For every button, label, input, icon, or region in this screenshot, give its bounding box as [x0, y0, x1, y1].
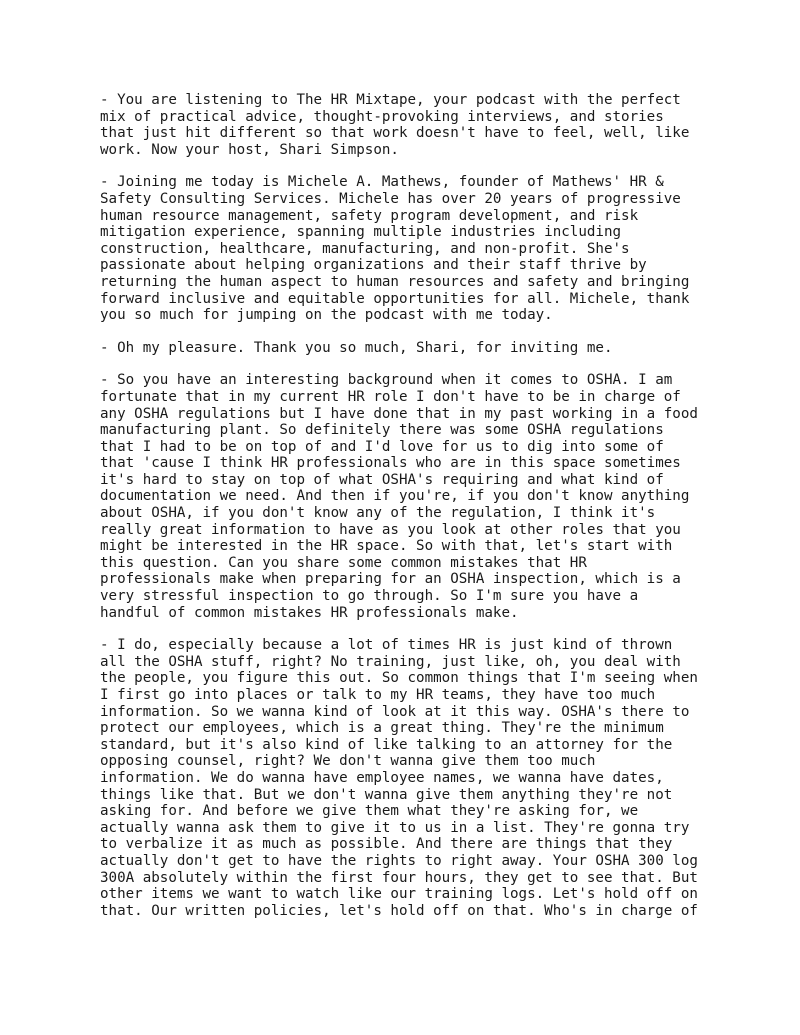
text-line: professionals make when preparing for an OSHA inspection, which is a: [100, 571, 681, 588]
text-line: handful of common mistakes HR professionals make.: [100, 604, 519, 621]
text-line: to verbalize it as much as possible. And there are things that they: [100, 836, 673, 853]
text-line: 300A absolutely within the first four hours, they get to see that. But: [100, 869, 698, 886]
text-line: mitigation experience, spanning multiple industries including: [100, 224, 622, 241]
paragraph-guest-reply: [100, 340, 720, 357]
text-line: it's hard to stay on top of what OSHA's requiring and what kind of: [100, 471, 664, 488]
text-line: very stressful inspection to go through. So I'm sure you have a: [100, 588, 639, 605]
text-line: you so much for jumping on the podcast with me today.: [100, 307, 553, 324]
paragraph-intro: [100, 92, 720, 158]
text-line: human resource management, safety program development, and risk: [100, 207, 639, 224]
text-line: forward inclusive and equitable opportunities for all. Michele, thank: [100, 290, 690, 307]
text-line: this question. Can you share some common mistakes that HR: [100, 554, 587, 571]
text-line: protect our employees, which is a great thing. They're the minimum: [100, 720, 664, 737]
text-line: - Joining me today is Michele A. Mathews, founder of Mathews' HR &: [100, 174, 664, 191]
text-line: any OSHA regulations but I have done that in my past working in a food: [100, 405, 698, 422]
text-line: opposing counsel, right? We don't wanna give them too much: [100, 753, 596, 770]
paragraph-host-question: [100, 372, 720, 621]
transcript-page: [100, 92, 720, 935]
text-line: work. Now your host, Shari Simpson.: [100, 141, 399, 158]
text-line: manufacturing plant. So definitely there was some OSHA regulations: [100, 422, 664, 439]
text-line: that just hit different so that work doesn't have to feel, well, like: [100, 125, 690, 142]
paragraph-guest-intro: [100, 174, 720, 323]
text-line: all the OSHA stuff, right? No training, just like, oh, you deal with: [100, 653, 681, 670]
text-line: - So you have an interesting background when it comes to OSHA. I am: [100, 372, 673, 389]
text-line: other items we want to watch like our training logs. Let's hold off on: [100, 886, 698, 903]
text-line: actually don't get to have the rights to right away. Your OSHA 300 log: [100, 852, 698, 869]
text-line: passionate about helping organizations and their staff thrive by: [100, 257, 647, 274]
text-line: might be interested in the HR space. So with that, let's start with: [100, 538, 673, 555]
text-line: returning the human aspect to human resources and safety and bringing: [100, 273, 690, 290]
text-line: that. Our written policies, let's hold off on that. Who's in charge of: [100, 902, 698, 919]
text-line: that 'cause I think HR professionals who are in this space sometimes: [100, 455, 681, 472]
paragraph-guest-answer: [100, 637, 720, 919]
text-line: actually wanna ask them to give it to us in a list. They're gonna try: [100, 819, 690, 836]
text-line: fortunate that in my current HR role I don't have to be in charge of: [100, 388, 681, 405]
text-line: standard, but it's also kind of like talking to an attorney for the: [100, 736, 673, 753]
text-line: construction, healthcare, manufacturing, and non-profit. She's: [100, 240, 630, 257]
text-line: mix of practical advice, thought-provoking interviews, and stories: [100, 108, 664, 125]
text-line: things like that. But we don't wanna give them anything they're not: [100, 786, 673, 803]
text-line: information. We do wanna have employee names, we wanna have dates,: [100, 769, 664, 786]
text-line: the people, you figure this out. So common things that I'm seeing when: [100, 670, 698, 687]
text-line: - You are listening to The HR Mixtape, your podcast with the perfect: [100, 92, 681, 108]
text-line: really great information to have as you look at other roles that you: [100, 521, 681, 538]
text-line: I first go into places or talk to my HR teams, they have too much: [100, 687, 656, 703]
text-line: information. So we wanna kind of look at it this way. OSHA's there to: [100, 703, 690, 720]
text-line: - I do, especially because a lot of times HR is just kind of thrown: [100, 637, 673, 654]
text-line: documentation we need. And then if you're, if you don't know anything: [100, 488, 690, 505]
text-line: about OSHA, if you don't know any of the regulation, I think it's: [100, 505, 656, 522]
text-line: - Oh my pleasure. Thank you so much, Shari, for inviting me.: [100, 339, 613, 356]
text-line: that I had to be on top of and I'd love for us to dig into some of: [100, 438, 664, 455]
text-line: Safety Consulting Services. Michele has over 20 years of progressive: [100, 190, 681, 207]
text-line: asking for. And before we give them what they're asking for, we: [100, 803, 639, 820]
